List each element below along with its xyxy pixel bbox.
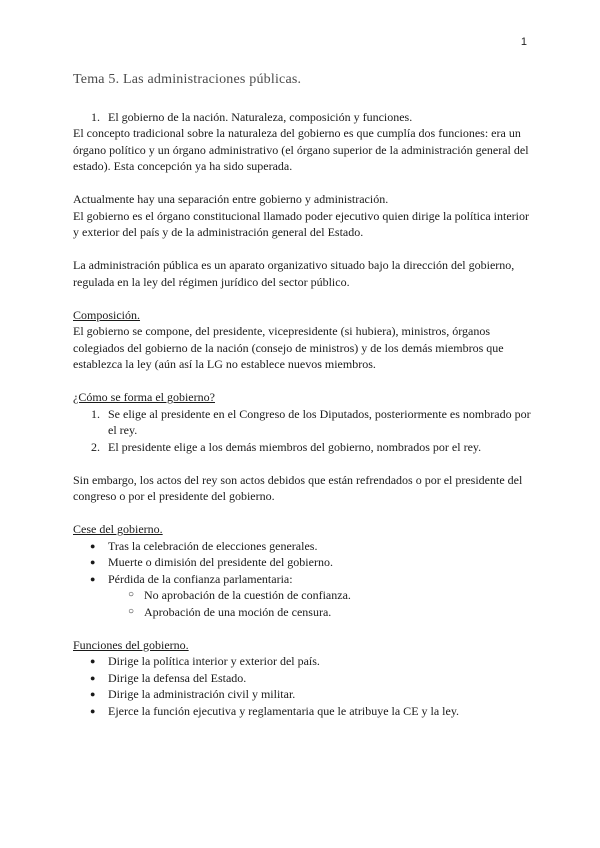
cese-list [73, 538, 535, 621]
list-item-text: El presidente elige a los demás miembros del gobierno, nombrados por el rey. [108, 439, 482, 454]
list-item [73, 571, 535, 588]
bullet-icon: ● [90, 540, 96, 551]
list-item [73, 406, 535, 439]
list-item [73, 703, 535, 720]
list-item [73, 554, 535, 571]
paragraph-naturaleza: El concepto tradicional sobre la naturaleza del gobierno es que cumplía dos funciones: era un órgano político y un órgano administrativo (el órgano superior de la administración general del estado). Esta concepción ya ha sido superada. [73, 126, 529, 173]
list-item [73, 670, 535, 687]
bullet-icon: ● [90, 573, 96, 584]
paragraph-separacion: Actualmente hay una separación entre gobierno y administración. [73, 192, 389, 206]
list-item [73, 686, 535, 703]
cese-heading: Cese del gobierno. [73, 522, 163, 536]
list-item-text: Dirige la política interior y exterior del país. [108, 654, 320, 668]
bullet-icon: ● [90, 656, 96, 666]
list-item-text: Ejerce la función ejecutiva y reglamentaria que le atribuye la CE y la ley. [108, 703, 460, 718]
funciones-heading: Funciones del gobierno. [73, 637, 189, 652]
list-item-text: No aprobación de la cuestión de confianza. [144, 588, 351, 602]
bullet-icon: ● [90, 689, 96, 699]
list-number: 2. [91, 439, 100, 454]
sub-list-item [73, 604, 535, 621]
list-item-text: Dirige la defensa del Estado. [108, 670, 247, 685]
list-item-text: Se elige al presidente en el Congreso de los Diputados, posteriormente es nombrado por el rey. [108, 406, 531, 437]
forma-heading: ¿Cómo se forma el gobierno? [73, 390, 215, 404]
forma-note: Sin embargo, los actos del rey son actos debidos que están refrendados o por el presidente del congreso o por el presidente del gobierno. [73, 472, 523, 503]
paragraph-organo-constitucional: El gobierno es el órgano constitucional llamado poder ejecutivo quien dirige la política interior y exterior del país y de la administración general del Estado. [73, 208, 529, 239]
list-item-text: Tras la celebración de elecciones generales. [108, 538, 318, 553]
section-heading [73, 109, 535, 126]
funciones-list [73, 653, 535, 719]
list-item-text: Muerte o dimisión del presidente del gobierno. [108, 555, 333, 569]
list-item [73, 538, 535, 555]
section-number: 1. [91, 109, 100, 124]
document-content [73, 72, 535, 719]
list-number: 1. [91, 406, 100, 421]
document-title: Tema 5. Las administraciones públicas. [73, 72, 302, 87]
composicion-text: El gobierno se compone, del presidente, vicepresidente (si hubiera), ministros, órganos colegiados del gobierno de la nación (consejo de ministros) y de los demás miembros que establezca la ley (aún así la LG no establece nuevos miembros. [73, 324, 504, 371]
list-item [73, 653, 535, 670]
hollow-bullet-icon: ○ [128, 589, 135, 600]
section-heading-text: El gobierno de la nación. Naturaleza, composición y funciones. [108, 109, 413, 124]
bullet-icon: ● [90, 672, 96, 683]
list-item-text: Aprobación de una moción de censura. [144, 604, 332, 619]
list-item-text: Dirige la administración civil y militar. [108, 687, 296, 701]
forma-list [73, 406, 535, 456]
bullet-icon: ● [90, 705, 96, 716]
page-number: 1 [520, 36, 527, 48]
list-item [73, 439, 535, 456]
composicion-heading: Composición. [73, 307, 141, 322]
paragraph-administracion-publica: La administración pública es un aparato organizativo situado bajo la dirección del gobierno, regulada en la ley del régimen jurídico del sector público. [73, 258, 515, 289]
sub-list-item [73, 587, 535, 604]
hollow-bullet-icon: ○ [128, 605, 135, 617]
list-item-text: Pérdida de la confianza parlamentaria: [108, 571, 293, 586]
bullet-icon: ● [90, 557, 96, 567]
